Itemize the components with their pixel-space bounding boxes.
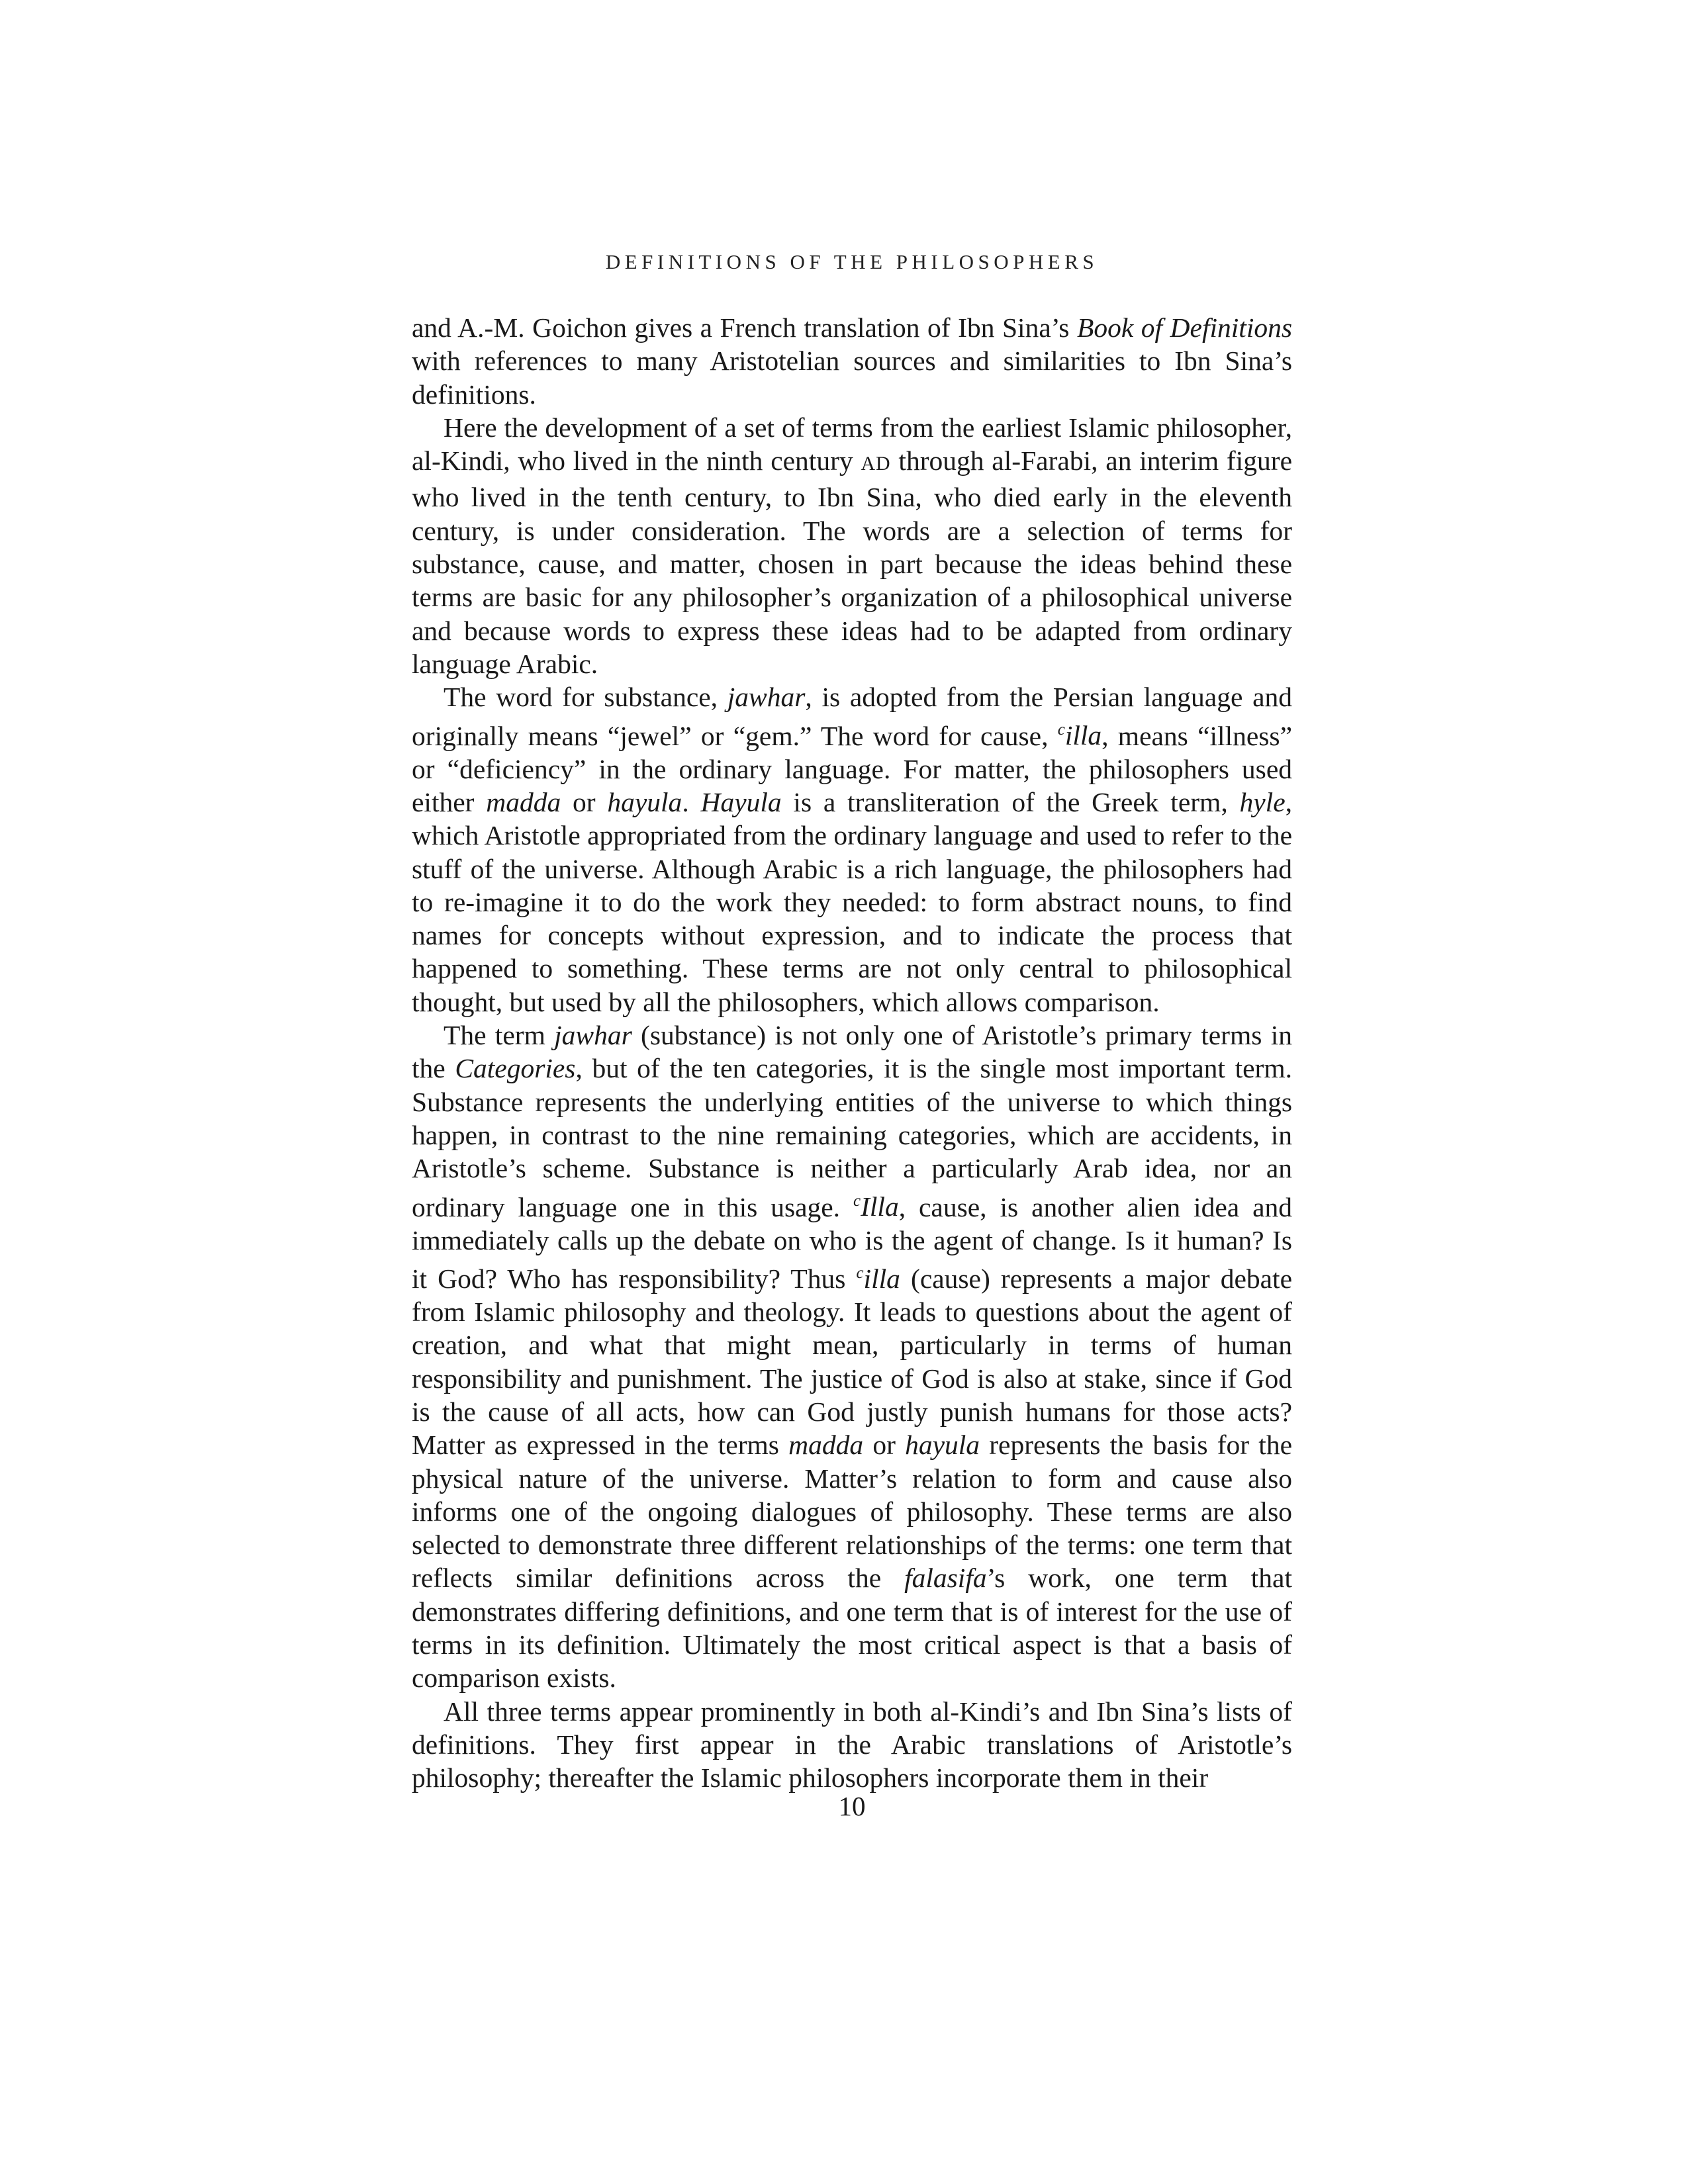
page-number: 10 bbox=[838, 1791, 866, 1821]
running-head: DEFINITIONS OF THE PHILOSOPHERS bbox=[605, 250, 1099, 273]
body-text bbox=[412, 311, 1292, 1795]
paragraph-5: All three terms appear prominently in both al-Kindi’s and Ibn Sina’s lists of definitions. They first appear in the Arabic translations of Aristotle’s philosophy; thereafter the Islamic philosophers incorporate them in their bbox=[412, 1696, 1292, 1794]
paragraph-2: Here the development of a set of terms from the earliest Islamic philosopher, al-Kindi, who lived in the ninth century AD through al-Farabi, an interim figure who lived in the tenth century, to Ibn Sina, who died early in the eleventh century, is under consideration. The words are a selection of terms for substance, cause, and matter, chosen in part because the ideas behind these terms are basic for any philosopher’s organization of a philosophical universe and because words to express these ideas had to be adapted from ordinary language Arabic. bbox=[412, 412, 1292, 679]
paragraph-1: and A.-M. Goichon gives a French translation of Ibn Sina’s Book of Definitions with references to many Aristotelian sources and similarities to Ibn Sina’s definitions. bbox=[412, 312, 1292, 410]
paragraph-4: The term jawhar (substance) is not only one of Aristotle’s primary terms in the Categories, but of the ten categories, it is the single most important term. Substance represents the underlying entities of the universe to which things happen, in contrast to the nine remaining categories, which are accidents, in Aristotle’s scheme. Substance is neither a particularly Arab idea, nor an ordinary language one in this usage. $^c$Illa, cause, is another alien idea and immediately calls up the debate on who is the agent of change. Is it human? Is it God? Who has responsibility? Thus $^c$illa (cause) represents a major debate from Islamic philosophy and theology. It leads to questions about the agent of creation, and what that might mean, particularly in terms of human responsibility and punishment. The justice of God is also at stake, since if God is the cause of all acts, how can God justly punish humans for those acts? Matter as expressed in the terms madda or hayula represents the basis for the physical nature of the universe. Matter’s relation to form and cause also informs one of the ongoing dialogues of philosophy. These terms are also selected to demonstrate three different relationships of the terms: one term that reflects similar definitions across the falasifa’s work, one term that demonstrates differing definitions, and one term that is of interest for the use of terms in its definition. Ultimately the most critical aspect is that a basis of comparison exists. bbox=[412, 1020, 1293, 1694]
paragraph-3: The word for substance, jawhar, is adopted from the Persian language and originally means “jewel” or “gem.” The word for cause, $^c$illa, means “illness” or “deficiency” in the ordinary language. For matter, the philosophers used either madda or hayula. Hayula is a transliteration of the Greek term, hyle, which Aristotle appropriated from the ordinary language and used to refer to the stuff of the universe. Although Arabic is a rich language, the philosophers had to re-imagine it to do the work they needed: to form abstract nouns, to find names for concepts without expression, and to indicate the process that happened to something. These terms are not only central to philosophical thought, but used by all the philosophers, which allows comparison. bbox=[412, 682, 1292, 1017]
